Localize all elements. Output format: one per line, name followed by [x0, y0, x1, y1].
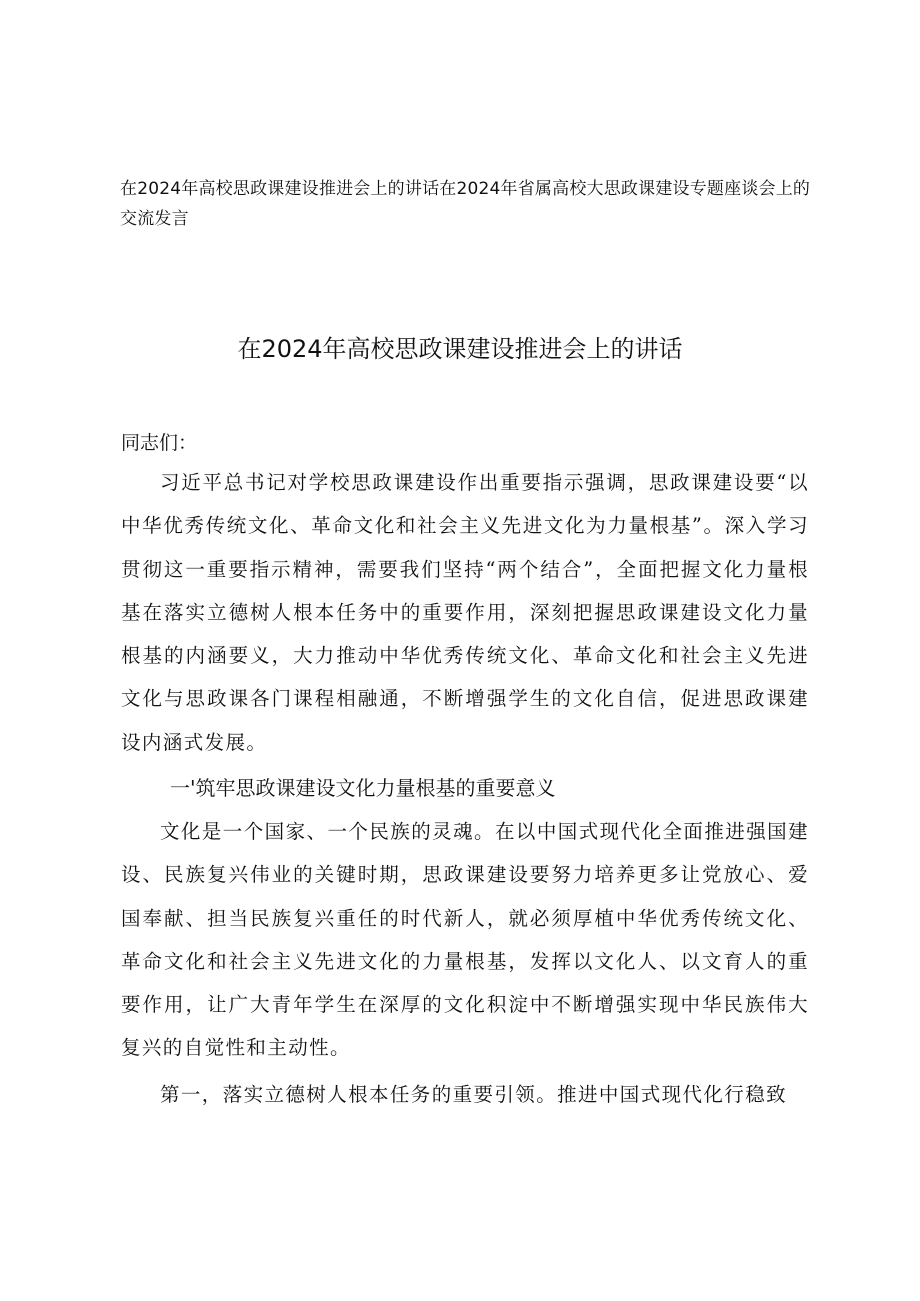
salutation: 同志们： [121, 432, 198, 454]
section-heading: 一'筑牢思政课建设文化力量根基的重要意义 [170, 776, 556, 800]
paragraph-culture: 文化是一个国家、一个民族的灵魂。在以中国式现代化全面推进强国建设、民族复兴伟业的关键时期，思政课建设要努力培养更多让党放心、爱国奉献、担当民族复兴重任的时代新人，就必须厚植中华优秀传统文化、革命文化和社会主义先进文化的力量根基，发挥以文化人、以文育人的重要作用，让广大青年学生在深厚的文化积淀中不断增强实现中华民族伟大复兴的自觉性和主动性。 [121, 820, 809, 1060]
document-title: 在2024年高校思政课建设推进会上的讲话 [237, 335, 683, 363]
paragraph-intro: 习近平总书记对学校思政课建设作出重要指示强调，思政课建设要“以中华优秀传统文化、革命文化和社会主义先进文化为力量根基”。深入学习贯彻这一重要指示精神，需要我们坚持“两个结合”，全面把握文化力量根基在落实立德树人根本任务中的重要作用，深刻把握思政课建设文化力量根基的内涵要义，大力推动中华优秀传统文化、革命文化和社会主义先进文化与思政课各门课程相融通，不断增强学生的文化自信，促进思政课建设内涵式发展。 [121, 471, 809, 754]
paragraph-first-point: 第一，落实立德树人根本任务的重要引领。推进中国式现代化行稳致 [160, 1083, 788, 1106]
document-header: 在2024年高校思政课建设推进会上的讲话在2024年省属高校大思政课建设专题座谈会上的交流发言 [120, 179, 811, 229]
